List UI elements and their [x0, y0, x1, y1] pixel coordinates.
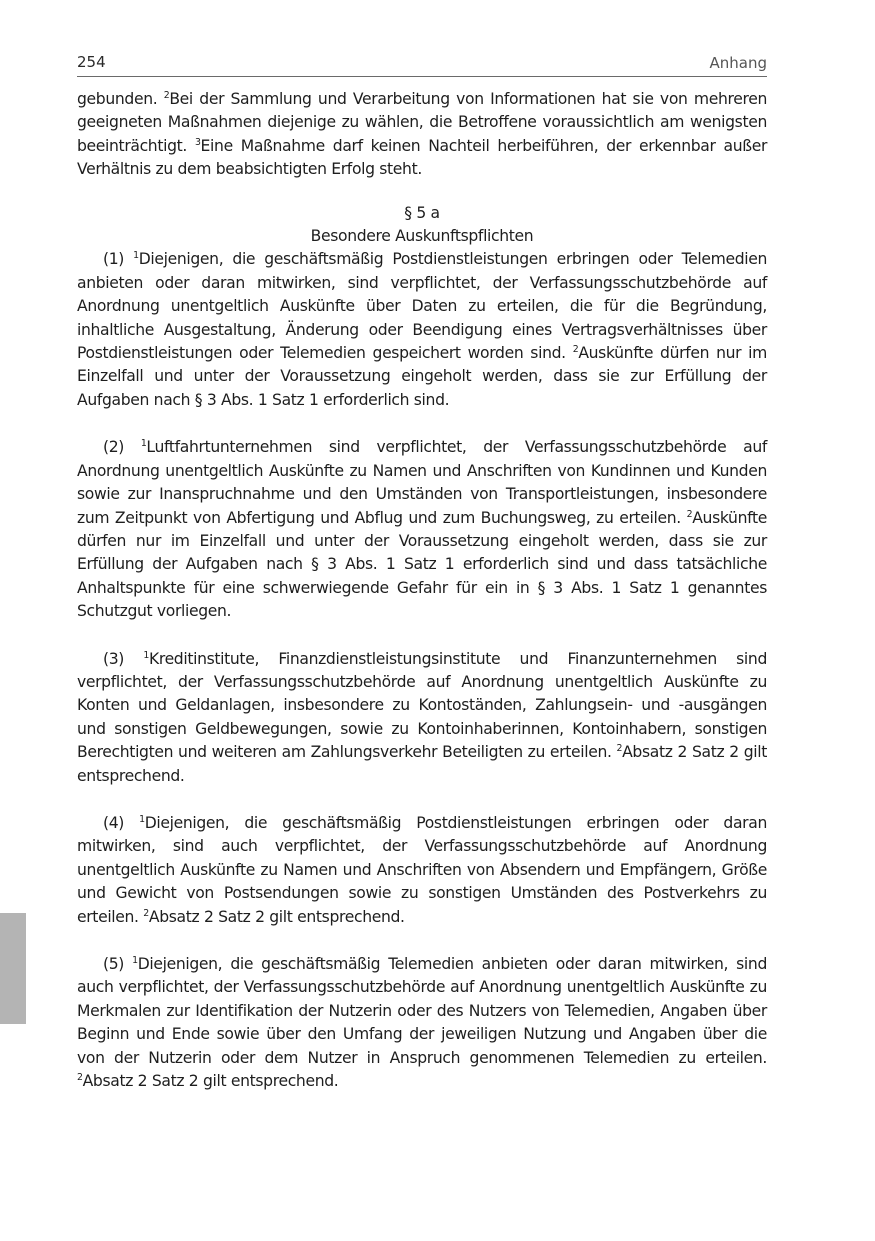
thumb-index-tab	[0, 913, 26, 1024]
sentence-text: Diejenigen, die geschäftsmäßig Postdienstleistungen erbringen oder Telemedien anbieten oder daran mitwirken, sind verpflichtet, der Verfassungsschutzbehörde auf Anordnung unentgeltlich Auskünfte über Daten zu erteilen, die für die Begründung, inhaltliche Ausgestaltung, Änderung oder Beendigung eines Vertragsverhältnisses über Postdienstleistungen oder Telemedien gespeichert worden sind.	[77, 250, 767, 363]
section-number: § 5 a	[404, 203, 440, 222]
sentence-text: Diejenigen, die geschäftsmäßig Telemedien anbieten oder daran mitwirken, sind auch verpflichtet, der Verfassungsschutzbehörde auf Anordnung unentgeltlich Auskünfte zu Merkmalen zur Identifikation der Nutzerin oder des Nutzers von Telemedien, Angaben über Beginn und Ende sowie über den Umfang der jeweiligen Nutzung und Angaben über die von der Nutzerin oder dem Nutzer in Anspruch genommenen Telemedien zu erteilen.	[77, 955, 767, 1067]
sentence-text: Kreditinstitute, Finanzdienstleistungsinstitute und Finanzunternehmen sind verpflichtet, der Verfassungsschutzbehörde auf Anordnung unentgeltlich Auskünfte zu Konten und Geldanlagen, insbesondere zu Kontoständen, Zahlungsein- und -ausgängen und sonstigen Geldbewegungen, sowie zu Kontoinhaberinnen, Kontoinhabern, sonstigen Berechtigten und weiteren am Zahlungsverkehr Beteiligten zu erteilen.	[77, 649, 767, 762]
sentence-text: gebunden.	[77, 90, 164, 108]
sentence-text: Eine Maßnahme darf keinen Nachteil herbeiführen, der erkennbar außer Verhältnis zu dem beabsichtigten Erfolg steht.	[77, 136, 767, 179]
running-header	[77, 50, 767, 77]
sentence-text: Diejenigen, die geschäftsmäßig Postdienstleistungen erbringen oder daran mitwirken, sind auch verpflichtet, der Verfassungsschutzbehörde auf Anordnung unentgeltlich Auskünfte zu Namen und Anschriften von Absendern und Empfängern, Größe und Gewicht von Postsendungen sowie zu sonstigen Umständen des Postverkehrs zu erteilen.	[77, 813, 767, 926]
sentence-text: Absatz 2 Satz 2 gilt entsprechend.	[77, 743, 767, 785]
section-heading	[77, 202, 767, 249]
sentence-number: 2	[77, 1071, 83, 1083]
sentence-number: 2	[572, 343, 579, 355]
paragraph-2	[77, 436, 767, 623]
sentence-text: Absatz 2 Satz 2 gilt entsprechend.	[148, 907, 405, 926]
paragraph-label: (1)	[103, 250, 134, 269]
sentence-text: Absatz 2 Satz 2 gilt entsprechend.	[82, 1072, 339, 1091]
sentence-text: Luftfahrtunternehmen sind verpflichtet, der Verfassungsschutzbehörde auf Anordnung unentgeltlich Auskünfte zu Namen und Anschriften von Kundinnen und Kunden sowie zur Inanspruchnahme und den Umständen von Transportleistungen, insbesondere zum Zeitpunkt von Abfertigung und Abflug und zum Buchungsweg, zu erteilen.	[77, 438, 767, 527]
continuation-paragraph	[77, 88, 767, 182]
sentence-number: 1	[132, 954, 138, 966]
sentence-number: 1	[133, 250, 139, 262]
sentence-number: 2	[163, 89, 170, 101]
paragraph-3	[77, 648, 767, 788]
paragraph-1	[77, 248, 767, 412]
paragraph-label: (4)	[103, 813, 140, 832]
page-body	[77, 88, 767, 1093]
sentence-text: Bei der Sammlung und Verarbeitung von Informationen hat sie von mehreren geeigneten Maßnahmen diejenige zu wählen, die Betroffene voraussichtlich am wenigsten beeinträchtigt.	[77, 90, 767, 155]
section-title: Besondere Auskunftspflichten	[310, 227, 534, 246]
sentence-text: Auskünfte dürfen nur im Einzelfall und unter der Voraussetzung eingeholt werden, dass sie zur Erfüllung der Aufgaben nach § 3 Abs. 1 Satz 1 erforderlich sind und dass tatsächliche Anhaltspunkte für eine schwerwiegende Gefahr für ein in § 3 Abs. 1 Satz 1 genanntes Schutzgut vorliegen.	[77, 508, 767, 621]
sentence-number: 1	[139, 813, 145, 825]
page-number: 254	[77, 53, 106, 71]
paragraph-5	[77, 953, 767, 1093]
sentence-number: 1	[140, 438, 147, 450]
sentence-text: Auskünfte dürfen nur im Einzelfall und unter der Voraussetzung eingeholt werden, dass sie zur Erfüllung der Aufgaben nach § 3 Abs. 1 Satz 1 erforderlich sind.	[77, 344, 767, 409]
paragraph-label: (3)	[103, 649, 144, 668]
paragraph-label: (5)	[103, 955, 133, 973]
sentence-number: 2	[143, 907, 149, 919]
sentence-number: 2	[686, 508, 693, 520]
sentence-number: 1	[143, 649, 149, 661]
sentence-number: 2	[616, 742, 623, 754]
running-head-title: Anhang	[709, 54, 767, 72]
paragraph-label: (2)	[103, 438, 141, 457]
paragraph-4	[77, 812, 767, 929]
sentence-number: 3	[194, 136, 201, 148]
